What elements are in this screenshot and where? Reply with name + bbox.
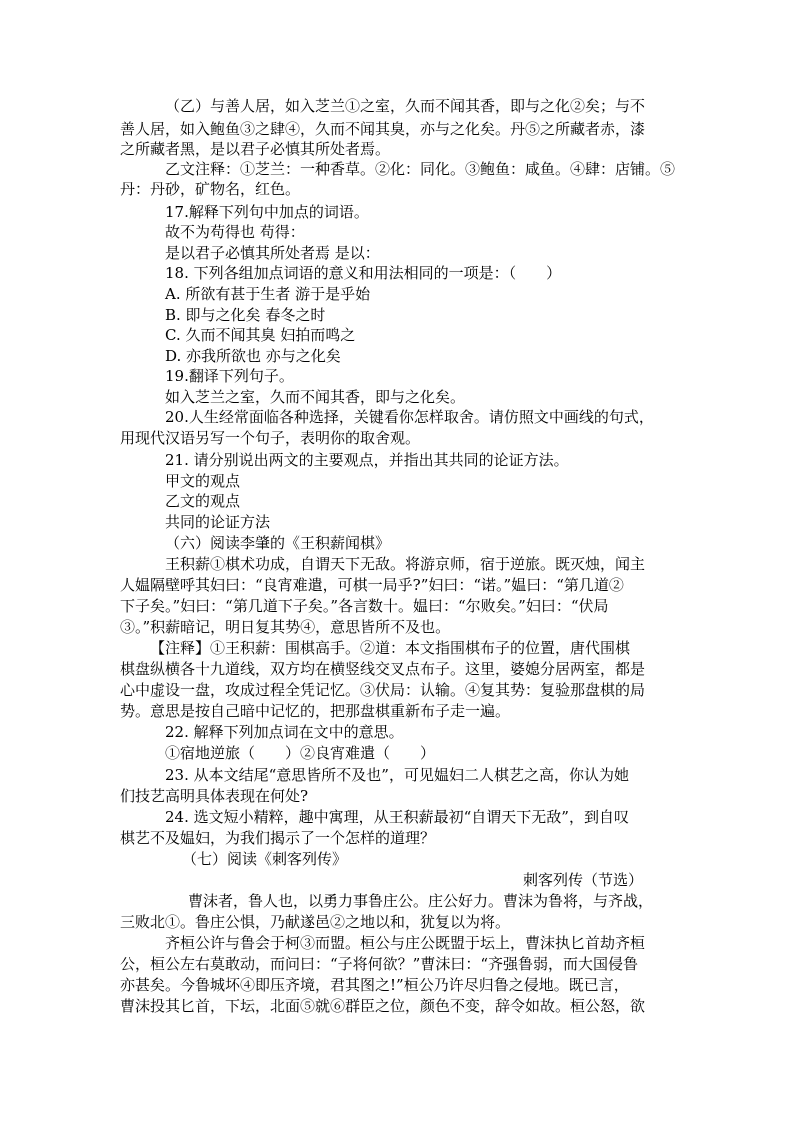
text-line-8: 是以君子必慎其所处者焉 是以： (165, 244, 380, 262)
text-line-39: 曹沫者，鲁人也，以勇力事鲁庄公。庄公好力。曹沫为鲁将，与齐战， (188, 892, 654, 910)
text-line-41: 齐桓公许与鲁会于柯③而盟。桓公与庄公既盟于坛上，曹沫执匕首劫齐桓 (165, 934, 646, 952)
text-line-9: 18. 下列各组加点词语的意义和用法相同的一项是：（ ） (165, 264, 562, 282)
text-line-31: 22. 解释下列加点词在文中的意思。 (165, 723, 404, 741)
text-line-24: 人媪隔壁呼其妇曰：“良宵难遣，可棋一局乎?”妇曰：“诺。”媪曰：“第几道② (120, 576, 624, 594)
text-line-36: 棋艺不及媪妇，为我们揭示了一个怎样的道理？ (120, 829, 436, 847)
text-line-10: A. 所欲有甚于生者 游于是乎始 (165, 285, 371, 303)
passage-title: 刺客列传（节选） (523, 871, 644, 889)
text-line-1: （乙）与善人居，如入芝兰①之室，久而不闻其香，即与之化②矣；与不 (165, 97, 646, 115)
text-line-40: 三败北①。鲁庄公惧，乃献遂邑②之地以和，犹复以为将。 (120, 913, 511, 931)
text-line-3: 之所藏者黑，是以君子必慎其所处者焉。 (120, 140, 391, 158)
text-line-2: 善人居，如入鲍鱼③之肆④，久而不闻其臭，亦与之化矣。丹⑤之所藏者赤，漆 (120, 120, 646, 138)
text-line-7: 故不为苟得也 苟得： (165, 223, 305, 241)
section-heading-7: （七）阅读《刺客列传》 (182, 850, 348, 868)
text-line-11: B. 即与之化矣 春冬之时 (165, 306, 326, 324)
text-line-35: 24. 选文短小精粹，趣中寓理，从王积薪最初“自谓天下无敌”，到自叹 (165, 808, 629, 826)
text-line-19: 甲文的观点 (165, 472, 241, 490)
text-line-13: D. 亦我所欲也 亦与之化矣 (165, 347, 341, 365)
text-line-28: 棋盘纵横各十九道线，双方均在横竖线交叉点布子。这里，婆媳分居两室，都是 (120, 660, 646, 678)
text-line-14: 19.翻译下列句子。 (165, 367, 294, 385)
text-line-27: 【注释】①王积薪：围棋高手。②道：本文指围棋布子的位置，唐代围棋 (150, 639, 631, 657)
text-line-33: 23. 从本文结尾“意思皆所不及也”，可见媪妇二人棋艺之高，你认为她 (165, 766, 629, 784)
text-line-5: 丹：丹砂，矿物名，红色。 (120, 180, 301, 198)
text-line-30: 势。意思是按自己暗中记忆的，把那盘棋重新布子走一遍。 (120, 702, 511, 720)
text-line-18: 21. 请分别说出两文的主要观点，并指出其共同的论证方法。 (165, 451, 569, 469)
text-line-29: 心中虚设一盘，攻成过程全凭记忆。③伏局：认输。④复其势：复验那盘棋的局 (120, 681, 646, 699)
text-line-4: 乙文注释：①芝兰：一种香草。②化：同化。③鲍鱼：咸鱼。④肆：店铺。⑤ (165, 160, 676, 178)
text-line-23: 王积薪①棋术功成，自谓天下无敌。将游京师，宿于逆旅。既灭烛，闻主 (165, 555, 646, 573)
text-line-6: 17.解释下列句中加点的词语。 (165, 203, 369, 221)
text-line-34: 们技艺高明具体表现在何处? (120, 787, 309, 805)
text-line-32: ①宿地逆旅（ ）②良宵难遣（ ） (165, 744, 436, 762)
text-line-43: 亦甚矣。今鲁城坏④即压齐境，君其图之!”桓公乃许尽归鲁之侵地。既已言， (120, 976, 629, 994)
text-line-42: 公，桓公左右莫敢动，而问曰：“子将何欲？”曹沫曰：“齐强鲁弱，而大国侵鲁 (120, 955, 639, 973)
text-line-15: 如入芝兰之室，久而不闻其香，即与之化矣。 (165, 388, 466, 406)
text-line-44: 曹沫投其匕首，下坛，北面⑤就⑥群臣之位，颜色不变，辞令如故。桓公怒，欲 (120, 997, 646, 1015)
text-line-26: ③。”积薪暗记，明日复其势④，意思皆所不及也。 (120, 618, 451, 636)
text-line-17: 用现代汉语另写一个句子，表明你的取舍观。 (120, 429, 421, 447)
text-line-16: 20.人生经常面临各种选择，关键看你怎样取舍。请仿照文中画线的句式， (165, 408, 654, 426)
section-heading-6: （六）阅读李肇的《王积薪闻棋》 (165, 534, 391, 552)
text-line-21: 共同的论证方法 (165, 513, 271, 531)
text-line-12: C. 久而不闻其臭 妇拍而鸣之 (165, 326, 356, 344)
text-line-20: 乙文的观点 (165, 492, 241, 510)
text-line-25: 下子矣。”妇曰：“第几道下子矣。”各言数十。媪曰：“尔败矣。”妇曰：“伏局 (120, 597, 609, 615)
